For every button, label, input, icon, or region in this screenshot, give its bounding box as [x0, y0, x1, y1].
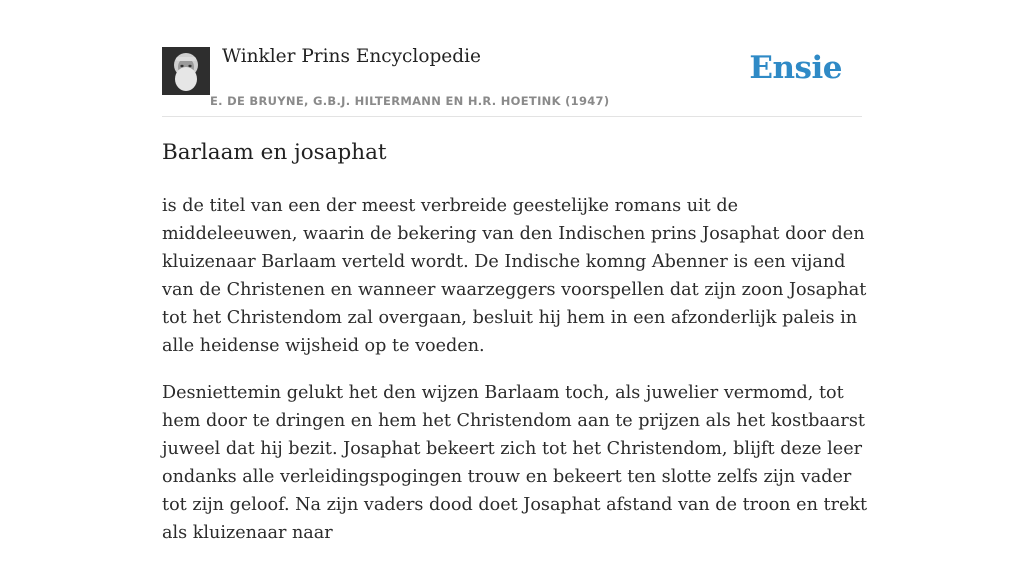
authors-line: E. DE BRUYNE, G.B.J. HILTERMANN EN H.R. HOETINK (1947): [210, 94, 610, 108]
brand-logo-link[interactable]: Ensie: [749, 50, 842, 86]
article-paragraph: is de titel van een der meest verbreide geestelijke romans uit de middeleeuwen, waarin de bekering van den Indischen prins Josaphat door den kluizenaar Barlaam verteld wordt. De Indische komng Abenner is een vijand van de Christenen en wanneer waarzeggers voorspellen dat zijn zoon Josaphat tot het Christendom zal overgaan, besluit hij hem in een afzonderlijk paleis in alle heidense wijsheid op te voeden.: [162, 196, 867, 356]
article-paragraph: Desniettemin gelukt het den wijzen Barlaam toch, als juwelier vermomd, tot hem door te dringen en hem het Christendom aan te prijzen als het kostbaarst juweel dat hij bezit. Josaphat bekeert zich tot het Christendom, blijft deze leer ondanks alle verleidingspogingen trouw en bekeert ten slotte zelfs zijn vader tot zijn geloof. Na zijn vaders dood doet Josaphat afstand van de troon en trekt als kluizenaar naar: [162, 383, 868, 543]
header: [162, 0, 862, 117]
page: [162, 0, 868, 543]
article-body: [162, 192, 872, 566]
article-title: Barlaam en josaphat: [162, 140, 387, 165]
publication-title[interactable]: Winkler Prins Encyclopedie: [222, 46, 481, 67]
portrait-icon: [162, 47, 210, 95]
portrait-avatar[interactable]: [162, 47, 210, 95]
